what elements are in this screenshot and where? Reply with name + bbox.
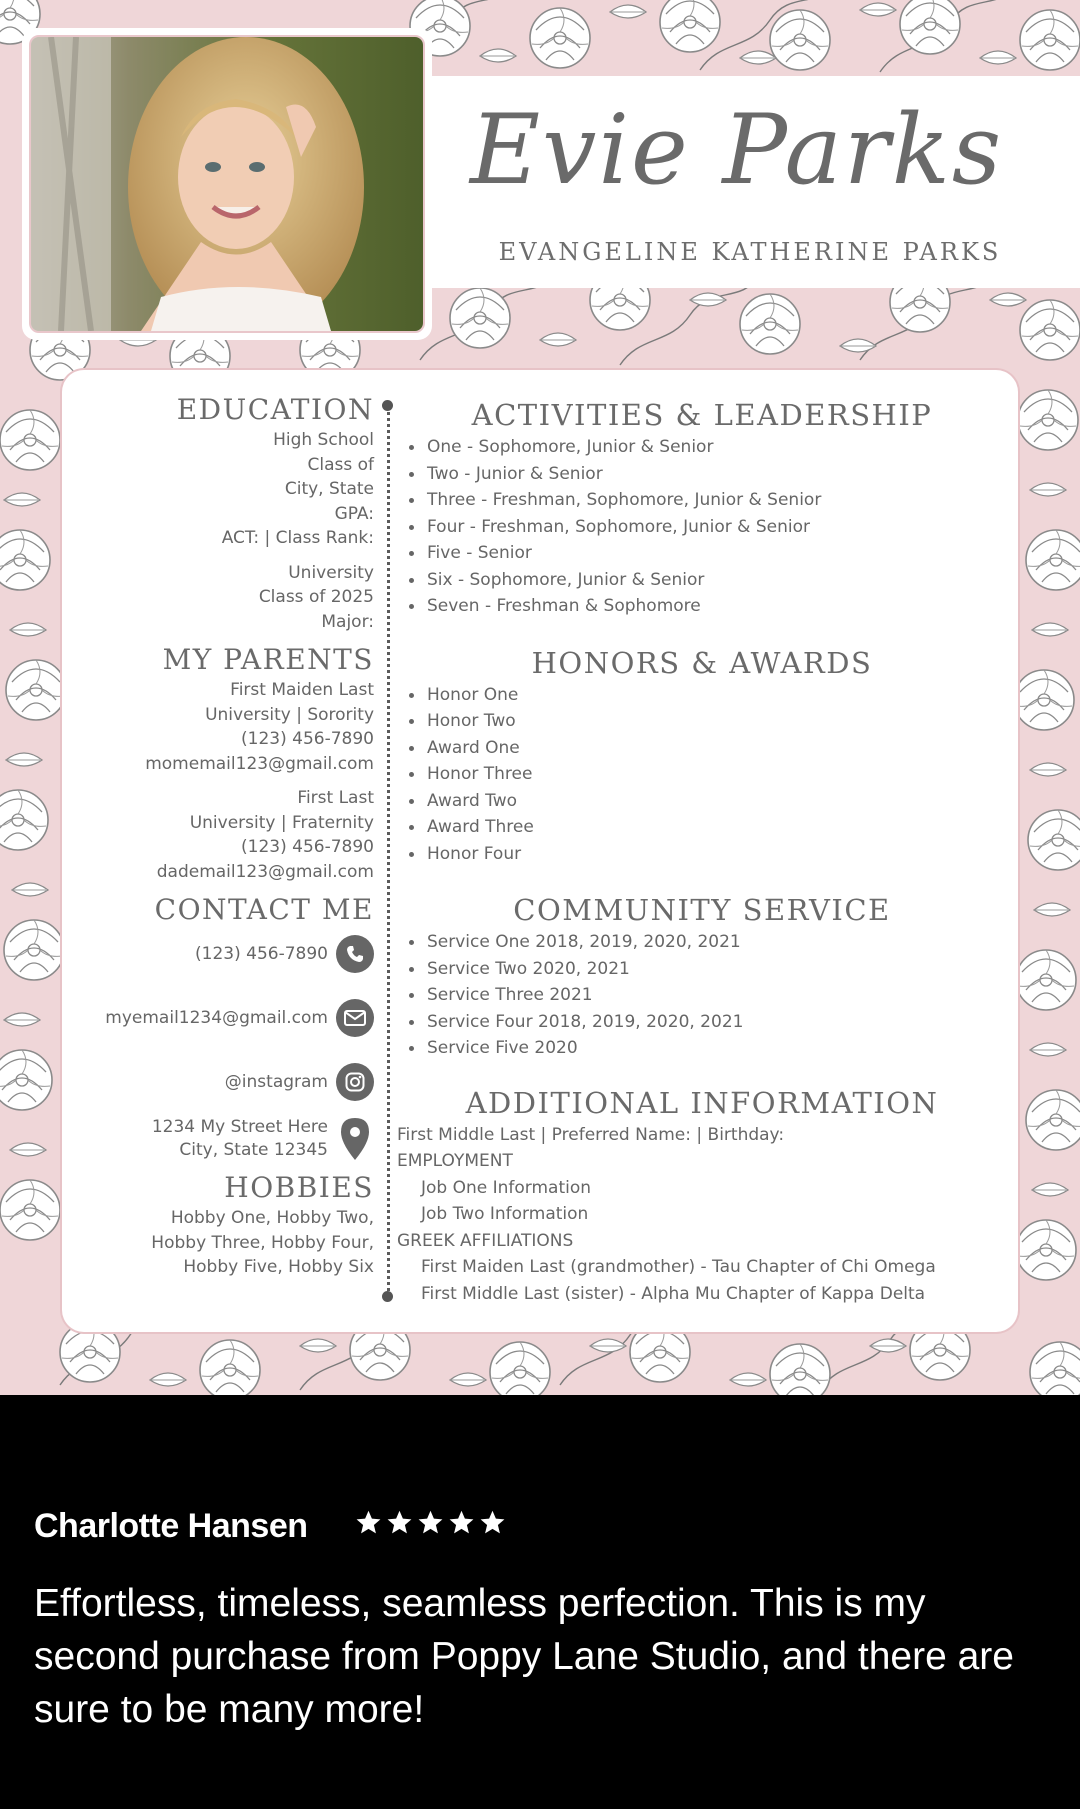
left-column: [80, 392, 374, 1280]
hobbies-title: HOBBIES: [224, 1171, 374, 1204]
list-item: Service Four 2018, 2019, 2020, 2021: [397, 1009, 997, 1036]
list-item: Service Three 2021: [397, 982, 997, 1009]
parent-line: University | Fraternity: [189, 812, 374, 833]
parent-line: First Last: [297, 788, 374, 808]
divider-bottom-dot: [382, 1291, 393, 1302]
contact-phone: (123) 456-7890: [195, 943, 328, 964]
list-item: Service Five 2020: [397, 1035, 997, 1062]
list-item: Award One: [397, 735, 997, 762]
hobby-line: Hobby Three, Hobby Four,: [151, 1232, 374, 1253]
address-line-1: 1234 My Street Here: [151, 1117, 328, 1137]
parent-line: (123) 456-7890: [241, 729, 374, 749]
high-school-block: [80, 428, 374, 551]
contact-address-row: [80, 1114, 374, 1164]
review-text: Effortless, timeless, seamless perfection. This is my second purchase from Poppy Lane Studio, and there are sure to be many more!: [34, 1582, 1014, 1731]
mom-block: [80, 678, 374, 776]
review-section: [0, 1395, 1080, 1809]
list-item: Five - Senior: [397, 540, 997, 567]
additional-block: [397, 1122, 997, 1308]
activities-title: ACTIVITIES & LEADERSHIP: [471, 398, 933, 432]
education-line: ACT: | Class Rank:: [221, 528, 374, 548]
employment-item: Job Two Information: [421, 1204, 589, 1224]
education-line: High School: [273, 430, 374, 450]
honors-title: HONORS & AWARDS: [531, 645, 873, 680]
contact-email-row: [80, 998, 374, 1038]
contact-phone-row: [80, 934, 374, 974]
employment-item: Job One Information: [421, 1177, 592, 1198]
parent-email: dademail123@gmail.com: [156, 861, 374, 882]
education-title: EDUCATION: [176, 393, 374, 426]
floral-right-edge: [1014, 390, 1080, 1280]
list-item: Service Two 2020, 2021: [397, 956, 997, 983]
star-rating: [355, 1509, 506, 1536]
education-line: Class of: [307, 454, 374, 475]
activities-list: [397, 434, 997, 620]
map-pin-icon: [336, 1116, 374, 1162]
star-icon: [479, 1509, 506, 1536]
list-item: Service One 2018, 2019, 2020, 2021: [397, 929, 997, 956]
community-list: [397, 929, 997, 1062]
floral-left-edge: [0, 410, 66, 1240]
hobby-line: Hobby Five, Hobby Six: [183, 1257, 374, 1277]
education-line: University: [288, 562, 374, 583]
list-item: Honor One: [397, 682, 997, 709]
list-item: Two - Junior & Senior: [397, 461, 997, 488]
address-line-2: City, State 12345: [179, 1140, 328, 1160]
parent-line: (123) 456-7890: [241, 837, 374, 857]
star-icon: [386, 1509, 413, 1536]
list-item: Honor Three: [397, 761, 997, 788]
parent-line: University | Sorority: [205, 704, 374, 725]
parent-line: First Maiden Last: [230, 680, 374, 700]
employment-label: EMPLOYMENT: [397, 1151, 513, 1171]
community-title: COMMUNITY SERVICE: [513, 893, 891, 927]
divider-top-dot: [382, 400, 393, 411]
personal-info-line: First Middle Last | Preferred Name: | Birthday:: [397, 1124, 785, 1145]
contact-instagram: @instagram: [224, 1071, 328, 1092]
parents-title: MY PARENTS: [162, 643, 374, 676]
star-icon: [417, 1509, 444, 1536]
list-item: Award Three: [397, 814, 997, 841]
photo-frame: [22, 28, 432, 340]
hobbies-block: [80, 1206, 374, 1280]
instagram-icon: [336, 1063, 374, 1101]
envelope-icon: [336, 999, 374, 1037]
honors-list: [397, 682, 997, 868]
contact-title: CONTACT ME: [154, 893, 374, 926]
education-line: Class of 2025: [258, 587, 374, 607]
column-divider: [387, 405, 390, 1297]
list-item: Seven - Freshman & Sophomore: [397, 593, 997, 620]
list-item: Six - Sophomore, Junior & Senior: [397, 567, 997, 594]
right-column: [397, 396, 997, 1307]
list-item: Honor Four: [397, 841, 997, 868]
phone-icon: [336, 935, 374, 973]
script-name: Evie Parks: [470, 94, 1004, 206]
star-icon: [448, 1509, 475, 1536]
list-item: One - Sophomore, Junior & Senior: [397, 434, 997, 461]
greek-label: GREEK AFFILIATIONS: [397, 1230, 574, 1251]
list-item: Award Two: [397, 788, 997, 815]
greek-item: First Maiden Last (grandmother) - Tau Chapter of Chi Omega: [421, 1257, 936, 1277]
contact-email: myemail1234@gmail.com: [105, 1007, 328, 1028]
list-item: Honor Two: [397, 708, 997, 735]
contact-address: [152, 1116, 328, 1162]
contact-instagram-row: [80, 1062, 374, 1102]
education-line: Major:: [321, 611, 374, 632]
portrait-photo: [29, 35, 425, 333]
star-icon: [355, 1509, 382, 1536]
education-line: City, State: [284, 479, 374, 499]
parent-email: momemail123@gmail.com: [145, 753, 374, 774]
full-name: EVANGELINE KATHERINE PARKS: [498, 238, 1002, 266]
additional-title: ADDITIONAL INFORMATION: [465, 1085, 939, 1120]
reviewer-name: Charlotte Hansen: [34, 1507, 308, 1545]
list-item: Three - Freshman, Sophomore, Junior & Senior: [397, 487, 997, 514]
greek-item: First Middle Last (sister) - Alpha Mu Chapter of Kappa Delta: [421, 1283, 926, 1304]
university-block: [80, 561, 374, 635]
dad-block: [80, 786, 374, 884]
education-line: GPA:: [334, 503, 374, 524]
hobby-line: Hobby One, Hobby Two,: [170, 1208, 374, 1228]
list-item: Four - Freshman, Sophomore, Junior & Senior: [397, 514, 997, 541]
